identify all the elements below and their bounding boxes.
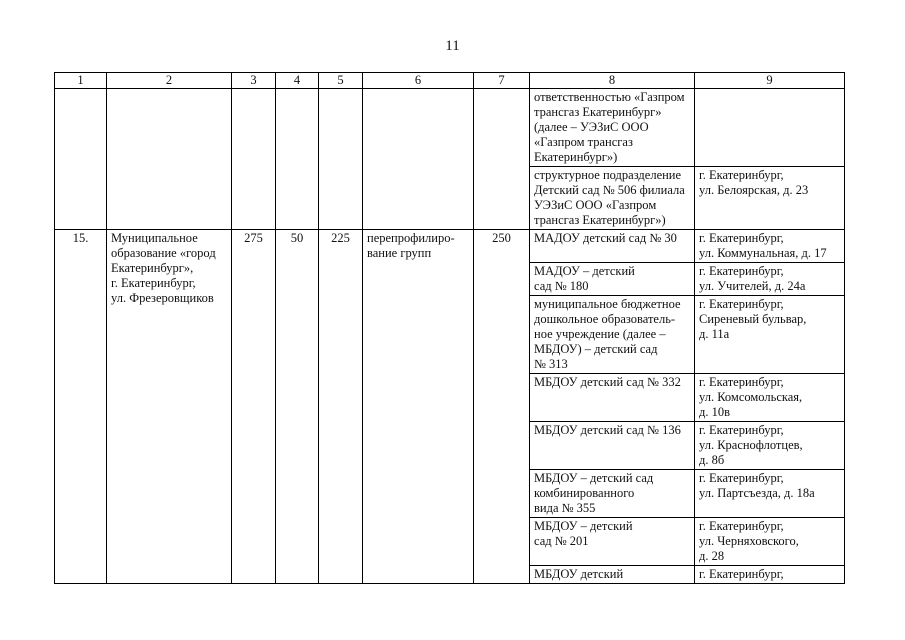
municipality-cell: Муниципальное образование «город Екатеринбург», г. Екатеринбург, ул. Фрезеровщиков xyxy=(107,230,232,584)
header-cell: 2 xyxy=(107,73,232,89)
table-row xyxy=(55,230,845,263)
empty-cell xyxy=(232,89,276,230)
facility-address-cell: г. Екатеринбург, ул. Белоярская, д. 23 xyxy=(695,167,845,230)
facility-name-cell: МБДОУ детский xyxy=(530,566,695,584)
empty-cell xyxy=(363,89,474,230)
data-table xyxy=(54,72,845,584)
value-cell: 50 xyxy=(276,230,319,584)
page-number: 11 xyxy=(445,38,460,54)
empty-cell xyxy=(107,89,232,230)
value-cell: 275 xyxy=(232,230,276,584)
facility-address-cell: г. Екатеринбург, xyxy=(695,566,845,584)
header-cell: 7 xyxy=(474,73,530,89)
facility-name-cell: муниципальное бюджетное дошкольное образователь- ное учреждение (далее – МБДОУ) – детский сад № 313 xyxy=(530,296,695,374)
facility-address-cell: г. Екатеринбург, ул. Партсъезда, д. 18а xyxy=(695,470,845,518)
facility-address-cell: г. Екатеринбург, ул. Учителей, д. 24а xyxy=(695,263,845,296)
facility-address-cell: г. Екатеринбург, ул. Коммунальная, д. 17 xyxy=(695,230,845,263)
header-cell: 4 xyxy=(276,73,319,89)
facility-address-cell: г. Екатеринбург, Сиреневый бульвар, д. 11а xyxy=(695,296,845,374)
value-cell: 250 xyxy=(474,230,530,584)
empty-cell xyxy=(474,89,530,230)
empty-cell xyxy=(319,89,363,230)
header-cell: 6 xyxy=(363,73,474,89)
facility-name-cell: МБДОУ – детский сад комбинированного вида № 355 xyxy=(530,470,695,518)
facility-name-cell: МАДОУ детский сад № 30 xyxy=(530,230,695,263)
header-cell: 9 xyxy=(695,73,845,89)
facility-address-cell: г. Екатеринбург, ул. Комсомольская, д. 10в xyxy=(695,374,845,422)
header-row xyxy=(55,73,845,89)
facility-name-cell: МАДОУ – детский сад № 180 xyxy=(530,263,695,296)
header-cell: 1 xyxy=(55,73,107,89)
measure-cell: перепрофилиро- вание групп xyxy=(363,230,474,584)
facility-address-cell xyxy=(695,89,845,167)
facility-address-cell: г. Екатеринбург, ул. Краснофлотцев, д. 8б xyxy=(695,422,845,470)
header-cell: 3 xyxy=(232,73,276,89)
facility-name-cell: МБДОУ детский сад № 136 xyxy=(530,422,695,470)
header-cell: 8 xyxy=(530,73,695,89)
facility-name-cell: ответственностью «Газпром трансгаз Екатеринбург» (далее – УЭЗиС ООО «Газпром трансгаз Екатеринбург») xyxy=(530,89,695,167)
empty-cell xyxy=(55,89,107,230)
value-cell: 225 xyxy=(319,230,363,584)
facility-name-cell: МБДОУ детский сад № 332 xyxy=(530,374,695,422)
empty-cell xyxy=(276,89,319,230)
row-number-cell: 15. xyxy=(55,230,107,584)
facility-address-cell: г. Екатеринбург, ул. Черняховского, д. 28 xyxy=(695,518,845,566)
facility-name-cell: МБДОУ – детский сад № 201 xyxy=(530,518,695,566)
header-cell: 5 xyxy=(319,73,363,89)
facility-name-cell: структурное подразделение Детский сад № 506 филиала УЭЗиС ООО «Газпром трансгаз Екатеринбург») xyxy=(530,167,695,230)
table-row xyxy=(55,89,845,167)
